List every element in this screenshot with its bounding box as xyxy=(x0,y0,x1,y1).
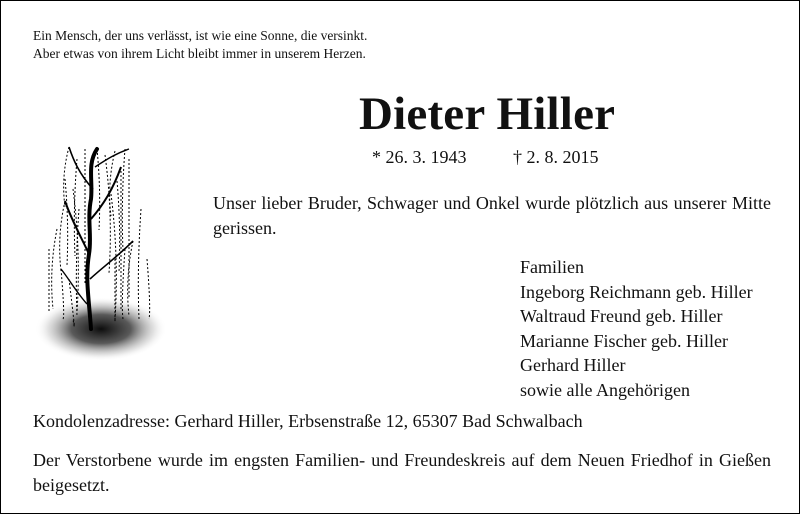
obituary-message: Unser lieber Bruder, Schwager und Onkel wurde plötzlich aus unserer Mitte gerissen. xyxy=(213,193,771,238)
family-list xyxy=(520,255,753,402)
family-line: Ingeborg Reichmann geb. Hiller xyxy=(520,281,753,302)
funeral-note: Der Verstorbene wurde im engsten Familien- und Freundeskreis auf dem Neuen Friedhof in Gießen beigesetzt. xyxy=(33,450,771,495)
motto-line-2: Aber etwas von ihrem Licht bleibt immer in unserem Herzen. xyxy=(33,46,366,61)
family-line: Familien xyxy=(520,257,584,277)
family-line: Gerhard Hiller xyxy=(520,355,626,375)
birth-date: * 26. 3. 1943 xyxy=(372,147,467,167)
family-line: Waltraud Freund geb. Hiller xyxy=(520,306,723,326)
family-line: sowie alle Angehörigen xyxy=(520,379,690,400)
death-date: † 2. 8. 2015 xyxy=(513,147,599,167)
family-line: Marianne Fischer geb. Hiller xyxy=(520,330,728,351)
deceased-name: Dieter Hiller xyxy=(359,88,616,140)
condolence-address: Kondolenzadresse: Gerhard Hiller, Erbsenstraße 12, 65307 Bad Schwalbach xyxy=(33,411,583,431)
weeping-willow-icon xyxy=(29,119,165,371)
motto-quote xyxy=(33,27,367,63)
motto-line-1: Ein Mensch, der uns verlässt, ist wie eine Sonne, die versinkt. xyxy=(33,28,368,43)
